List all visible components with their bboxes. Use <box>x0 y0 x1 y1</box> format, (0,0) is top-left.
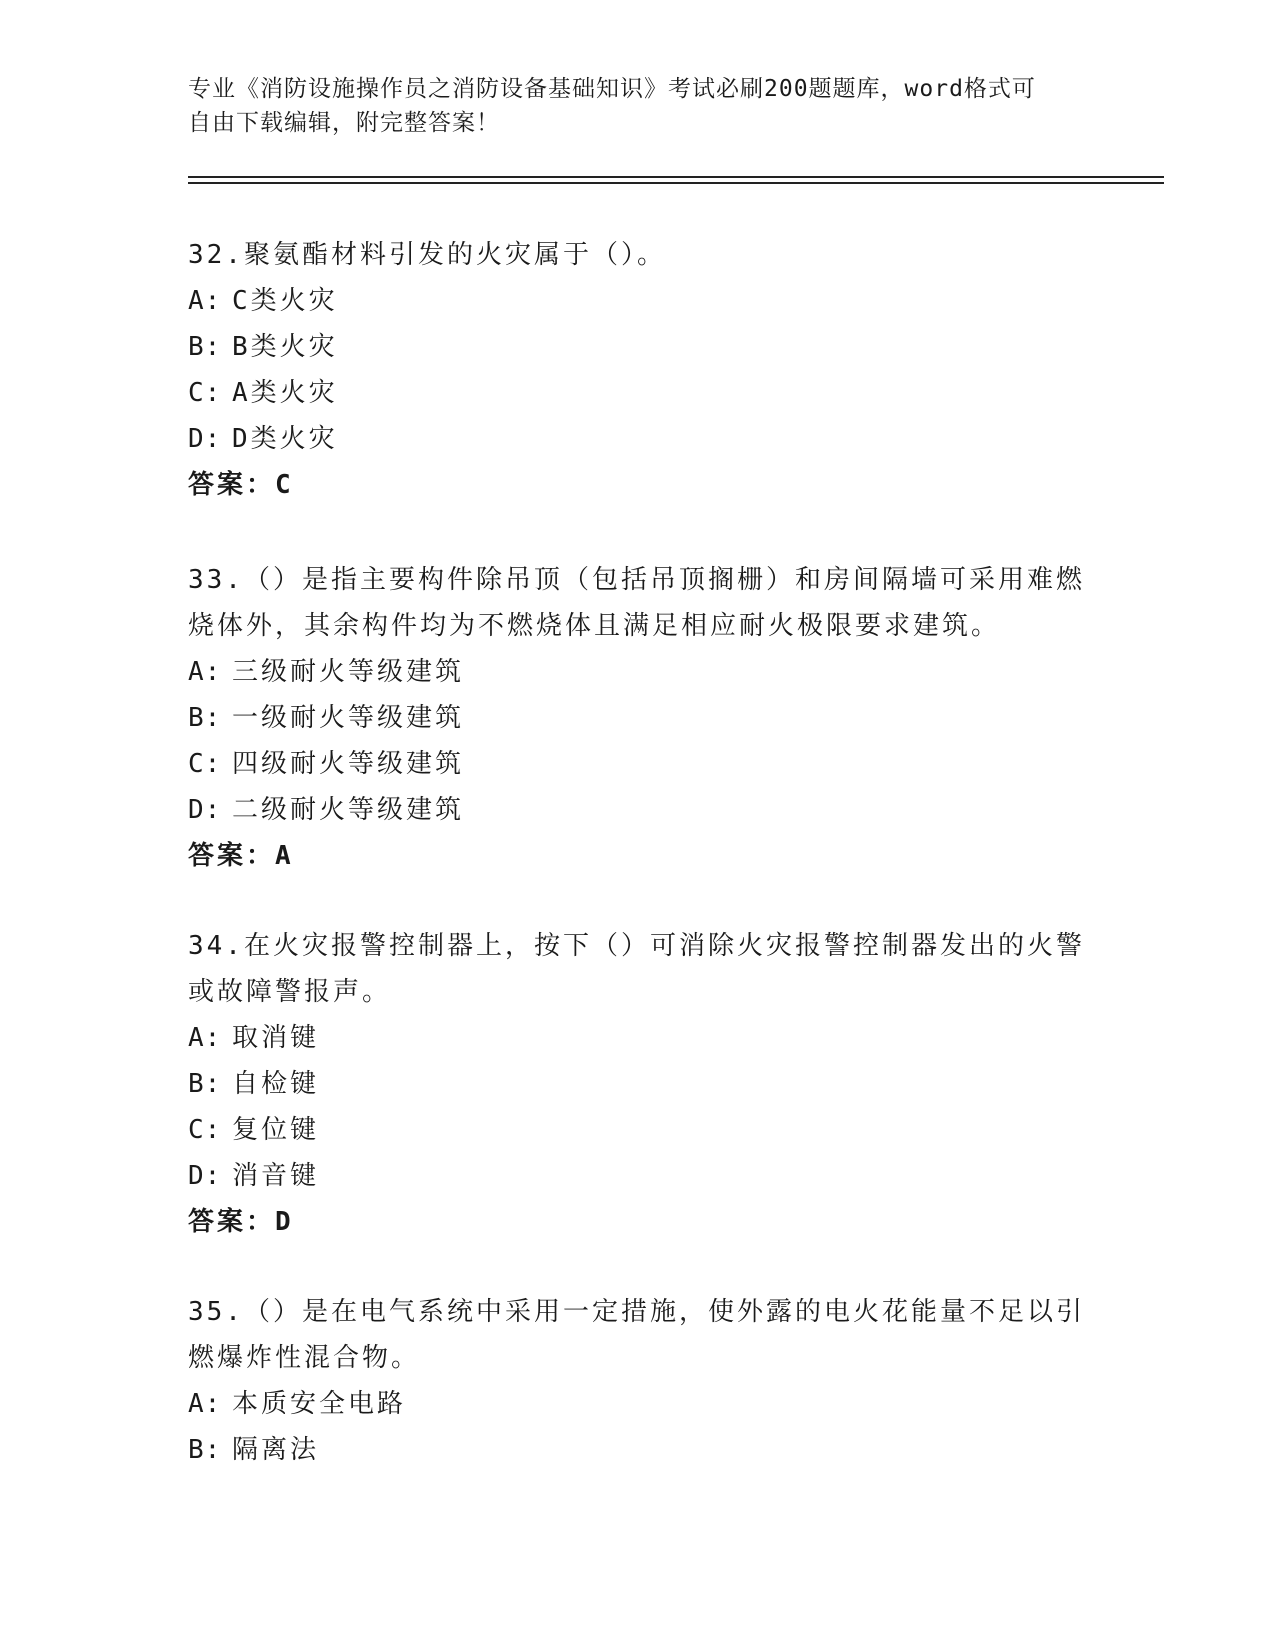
option-text: D类火灾 <box>232 424 338 454</box>
option-c <box>188 370 1088 416</box>
question-33 <box>188 557 1088 879</box>
question-stem-line: 35.（）是在电气系统中采用一定措施，使外露的电火花能量不足以引 <box>188 1297 1085 1327</box>
option-letter: C: <box>188 378 222 408</box>
question-stem-line: 烧体外，其余构件均为不燃烧体且满足相应耐火极限要求建筑。 <box>188 611 1001 641</box>
answer-label: 答案：D <box>188 1207 294 1237</box>
question-stem-line: 燃爆炸性混合物。 <box>188 1343 421 1373</box>
option-text: 复位键 <box>232 1115 320 1145</box>
question-stem-line: 33.（）是指主要构件除吊顶（包括吊顶搁栅）和房间隔墙可采用难燃 <box>188 565 1085 595</box>
question-stem-line: 34.在火灾报警控制器上，按下（）可消除火灾报警控制器发出的火警 <box>188 931 1085 961</box>
question-34 <box>188 923 1088 1245</box>
option-letter: B: <box>188 332 222 362</box>
option-a <box>188 1015 1088 1061</box>
option-text: 自检键 <box>232 1069 320 1099</box>
option-a <box>188 278 1088 324</box>
header-divider-bottom <box>188 182 1164 184</box>
option-letter: D: <box>188 795 222 825</box>
option-letter: B: <box>188 1435 222 1465</box>
option-c <box>188 1107 1088 1153</box>
option-text: 四级耐火等级建筑 <box>232 749 465 779</box>
option-b <box>188 695 1088 741</box>
option-text: A类火灾 <box>232 378 338 408</box>
question-stem-line: 或故障警报声。 <box>188 977 392 1007</box>
question-35 <box>188 1289 1088 1473</box>
header-divider-top <box>188 176 1164 178</box>
option-text: 三级耐火等级建筑 <box>232 657 465 687</box>
option-a <box>188 649 1088 695</box>
option-text: 本质安全电路 <box>232 1389 407 1419</box>
option-text: 取消键 <box>232 1023 320 1053</box>
option-letter: A: <box>188 286 222 316</box>
option-c <box>188 741 1088 787</box>
answer-label: 答案：C <box>188 470 294 500</box>
option-letter: A: <box>188 1389 222 1419</box>
option-b <box>188 1061 1088 1107</box>
option-text: C类火灾 <box>232 286 338 316</box>
option-text: B类火灾 <box>232 332 338 362</box>
option-a <box>188 1381 1088 1427</box>
option-d <box>188 787 1088 833</box>
option-d <box>188 1153 1088 1199</box>
option-letter: A: <box>188 1023 222 1053</box>
option-letter: D: <box>188 1161 222 1191</box>
option-b <box>188 1427 1088 1473</box>
answer-label: 答案：A <box>188 841 294 871</box>
header-line-1: 专业《消防设施操作员之消防设备基础知识》考试必刷200题题库，word格式可 <box>188 76 1036 102</box>
header-line-2: 自由下载编辑，附完整答案！ <box>188 110 500 136</box>
option-letter: D: <box>188 424 222 454</box>
option-letter: C: <box>188 749 222 779</box>
option-b <box>188 324 1088 370</box>
option-text: 一级耐火等级建筑 <box>232 703 465 733</box>
option-text: 二级耐火等级建筑 <box>232 795 465 825</box>
option-letter: B: <box>188 703 222 733</box>
option-letter: B: <box>188 1069 222 1099</box>
question-32 <box>188 232 1088 508</box>
option-letter: A: <box>188 657 222 687</box>
option-text: 消音键 <box>232 1161 320 1191</box>
option-text: 隔离法 <box>232 1435 320 1465</box>
question-stem-line: 32.聚氨酯材料引发的火灾属于（）。 <box>188 240 666 270</box>
option-d <box>188 416 1088 462</box>
option-letter: C: <box>188 1115 222 1145</box>
document-header <box>188 72 1088 140</box>
